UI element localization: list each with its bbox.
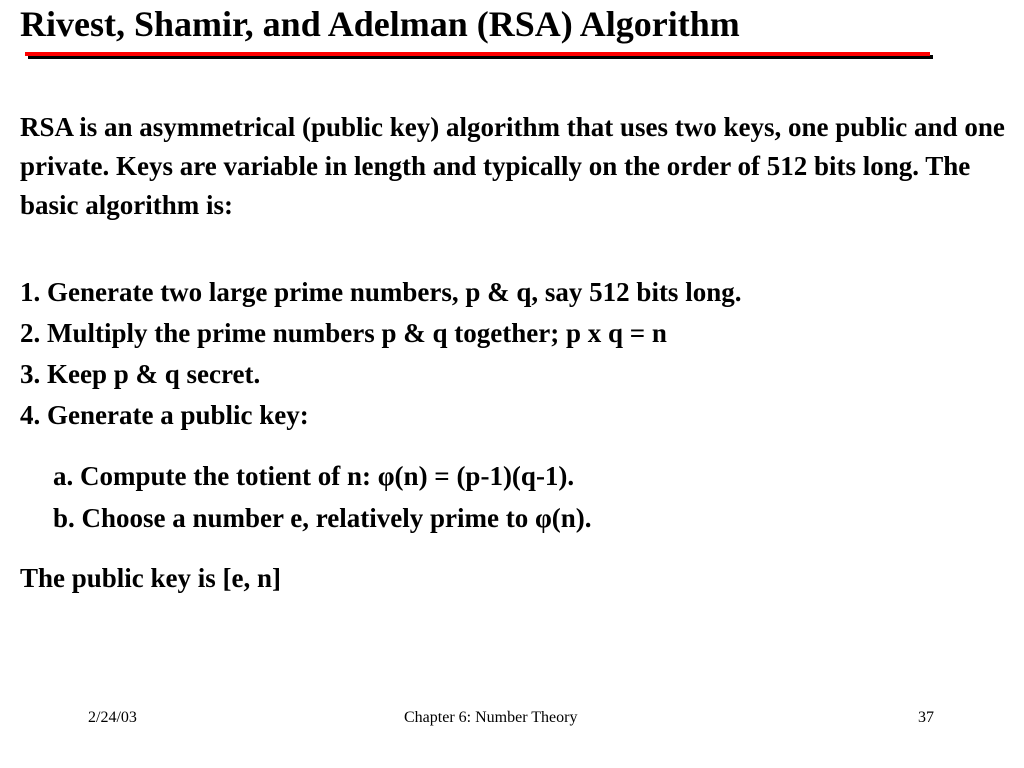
footer-date: 2/24/03 (88, 709, 137, 726)
footer-chapter: Chapter 6: Number Theory (404, 709, 578, 726)
public-key-statement: The public key is [e, n] (20, 563, 282, 593)
intro-paragraph: RSA is an asymmetrical (public key) algorithm that uses two keys, one public and one private. Keys are variable in length and typically on the order of 512 bits long. The basic algorithm is: (20, 112, 1005, 220)
step-1: 1. Generate two large prime numbers, p & q, say 512 bits long. (20, 277, 742, 307)
step-4: 4. Generate a public key: (20, 400, 309, 430)
step-3: 3. Keep p & q secret. (20, 359, 261, 389)
slide-title: Rivest, Shamir, and Adelman (RSA) Algorithm (20, 4, 740, 44)
title-underline-line (25, 52, 930, 56)
public-key-substeps (53, 455, 592, 539)
title-underline (25, 52, 930, 58)
step-2: 2. Multiply the prime numbers p & q together; p x q = n (20, 318, 667, 348)
substep-a: a. Compute the totient of n: φ(n) = (p-1)(q-1). (53, 461, 575, 491)
substep-b: b. Choose a number e, relatively prime to φ(n). (53, 503, 592, 533)
algorithm-steps (20, 272, 741, 436)
footer-page-number: 37 (918, 709, 934, 726)
